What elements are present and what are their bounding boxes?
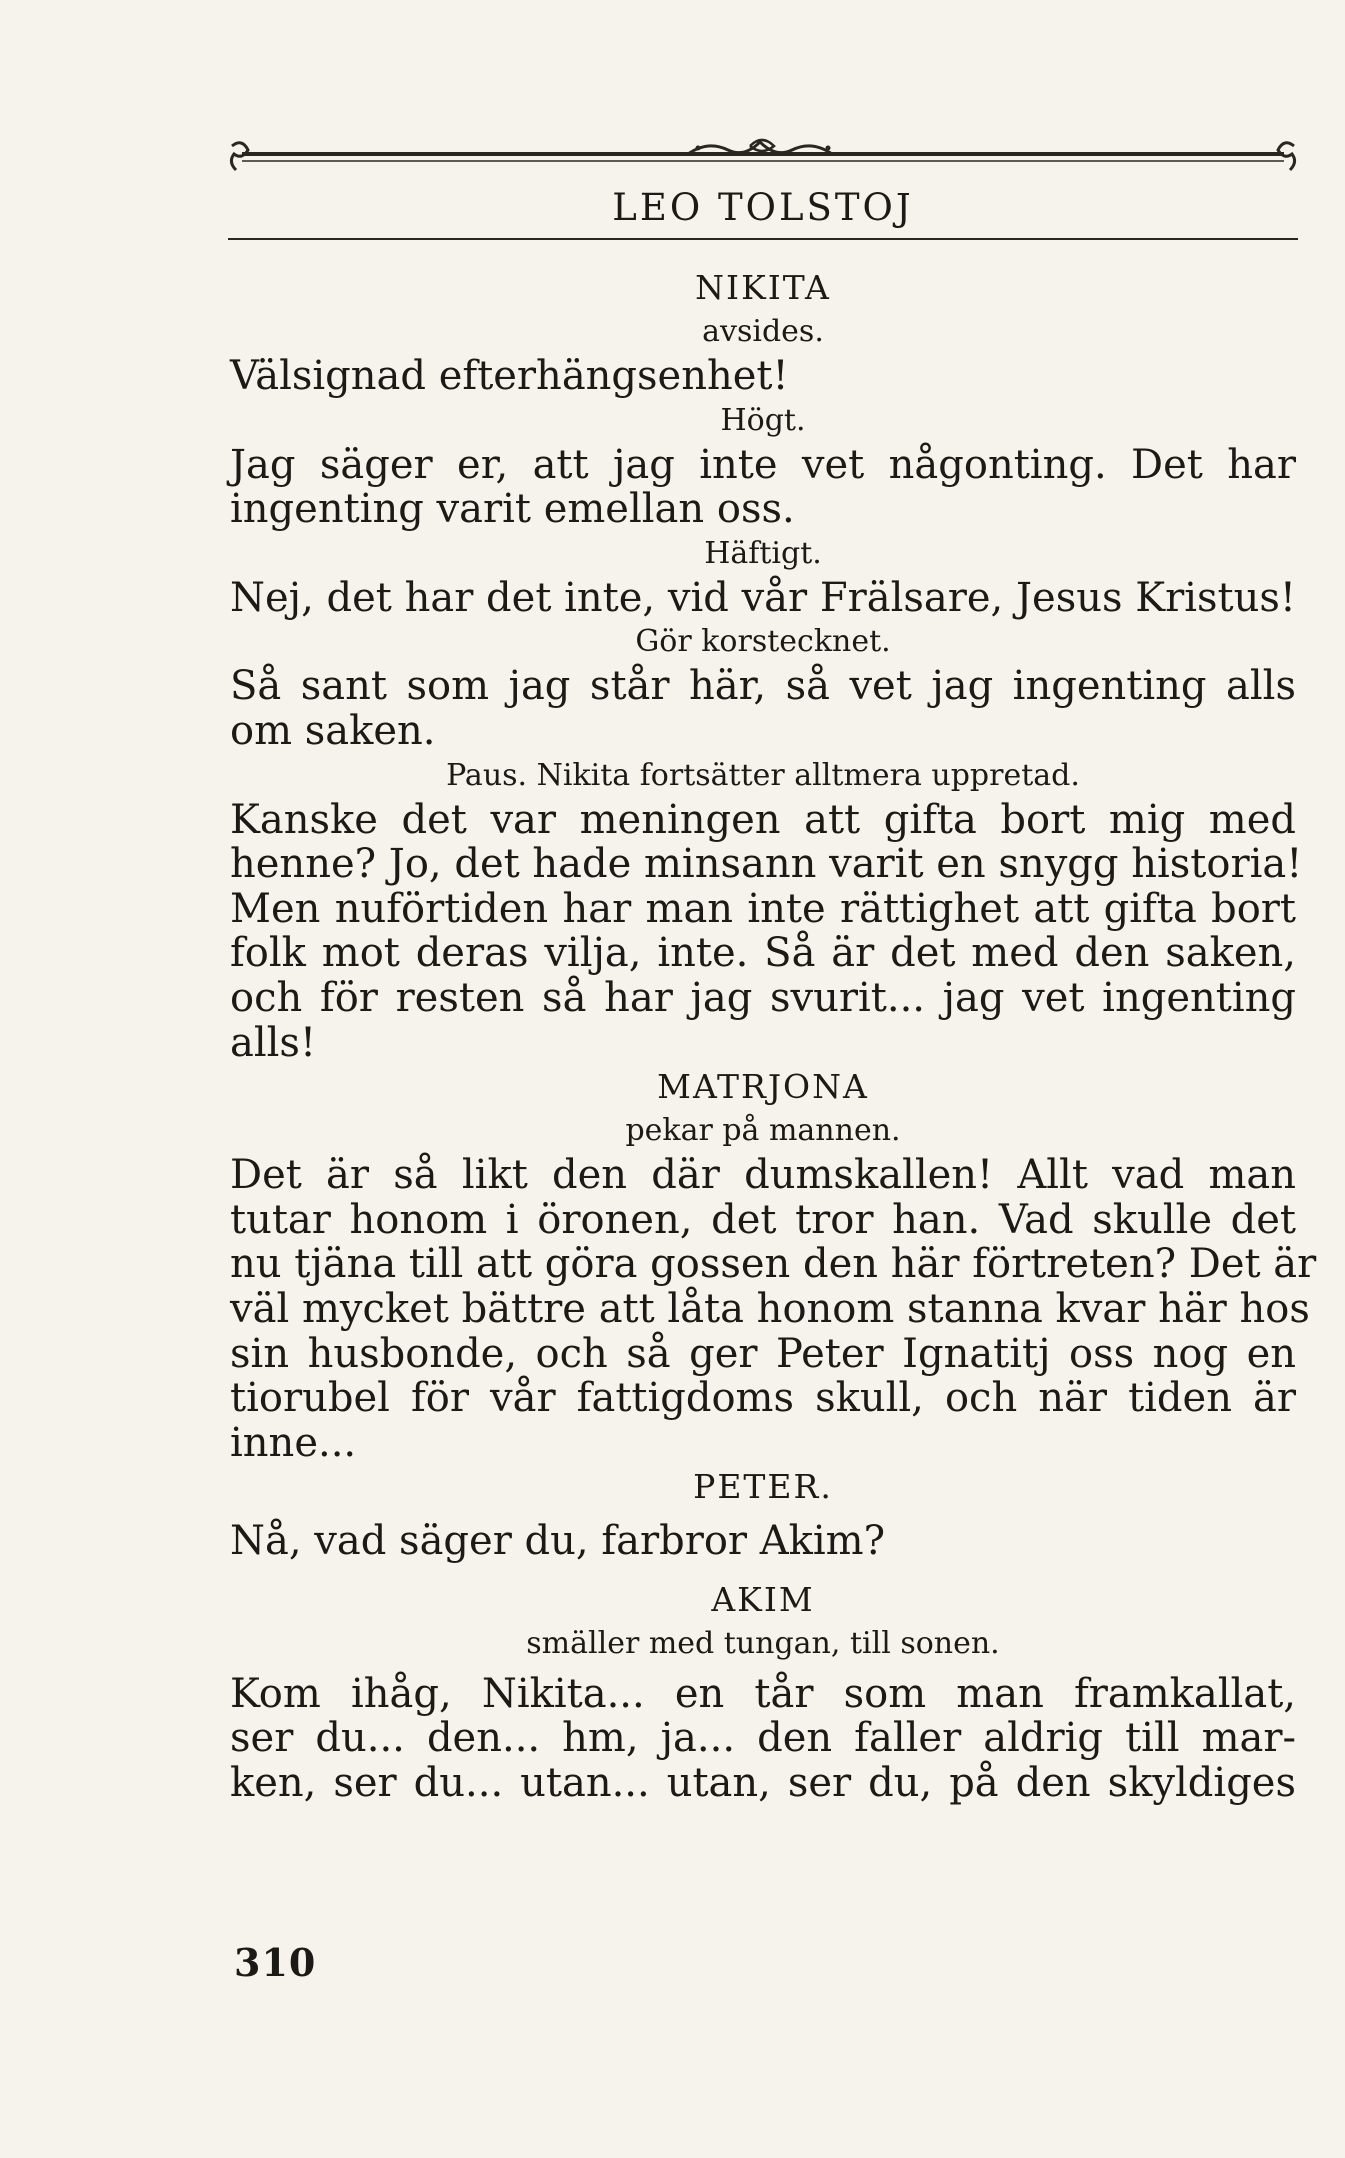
text-line: Kanske det var meningen att gifta bort mig med <box>230 796 1296 843</box>
text-line: Men nuförtiden har man inte rättighet att gifta bort <box>230 885 1296 932</box>
dialogue-paragraph <box>230 443 1296 532</box>
stage-direction: smäller med tungan, till sonen. <box>526 1625 1000 1661</box>
text-line: Välsignad efterhängsenhet! <box>230 353 789 399</box>
text-line: väl mycket bättre att låta honom stanna kvar här hos <box>230 1285 1310 1332</box>
stage-direction: Häftigt. <box>704 535 822 571</box>
dialogue-paragraph <box>230 354 1296 399</box>
text-line: alls! <box>230 1019 317 1066</box>
dialogue-paragraph <box>230 576 1296 621</box>
play-text <box>230 266 1317 1807</box>
text-line: Så sant som jag står här, så vet jag ingenting alls <box>230 663 1296 710</box>
text-line: Kom ihåg, Nikita... en tår som man framkallat, <box>230 1670 1296 1717</box>
dialogue-paragraph <box>230 1672 1296 1806</box>
running-head: LEO TOLSTOJ <box>612 186 914 229</box>
stage-direction: Paus. Nikita fortsätter alltmera uppretad. <box>446 757 1080 793</box>
speaker-nikita: NIKITA <box>695 268 831 307</box>
text-line: sin husbonde, och så ger Peter Ignatitj oss nog en <box>230 1330 1296 1377</box>
text-line: Nej, det har det inte, vid vår Frälsare, Jesus Kristus! <box>230 574 1296 621</box>
speaker-akim: AKIM <box>711 1579 815 1619</box>
text-line: folk mot deras vilja, inte. Så är det med den saken, <box>230 930 1296 977</box>
text-line: henne? Jo, det hade minsann varit en snygg historia! <box>230 841 1303 888</box>
text-line: Det är så likt den där dumskallen! Allt vad man <box>230 1152 1296 1199</box>
text-line: och för resten så har jag svurit... jag vet ingenting <box>230 974 1296 1021</box>
page-number: 310 <box>234 1940 317 1985</box>
dialogue-paragraph <box>230 796 1303 1066</box>
stage-direction: pekar på mannen. <box>625 1113 901 1149</box>
speaker-peter: PETER. <box>693 1467 833 1507</box>
text-line: ingenting varit emellan oss. <box>230 486 795 533</box>
text-line: Nå, vad säger du, farbror Akim? <box>230 1518 886 1565</box>
text-line: ser du... den... hm, ja... den faller aldrig till mar- <box>230 1715 1296 1762</box>
stage-direction: avsides. <box>702 314 824 349</box>
header-rule <box>228 238 1298 240</box>
stage-direction: Gör korstecknet. <box>635 624 891 660</box>
text-line: Jag säger er, att jag inte vet någonting. Det har <box>230 441 1296 488</box>
text-line: om saken. <box>230 707 436 754</box>
text-line: tiorubel för vår fattigdoms skull, och när tiden är <box>230 1375 1296 1422</box>
text-line: tutar honom i öronen, det tror han. Vad skulle det <box>230 1196 1296 1243</box>
dialogue-paragraph <box>230 664 1296 753</box>
text-line: ken, ser du... utan... utan, ser du, på den skyldiges <box>230 1760 1296 1807</box>
text-line: nu tjäna till att göra gossen den här förtreten? Det är <box>230 1241 1317 1288</box>
text-line: inne... <box>230 1419 357 1466</box>
stage-direction: Högt. <box>720 402 806 438</box>
dialogue-paragraph <box>230 1152 1317 1466</box>
dialogue-paragraph <box>230 1519 1296 1564</box>
speaker-matrjona: MATRJONA <box>657 1067 869 1107</box>
